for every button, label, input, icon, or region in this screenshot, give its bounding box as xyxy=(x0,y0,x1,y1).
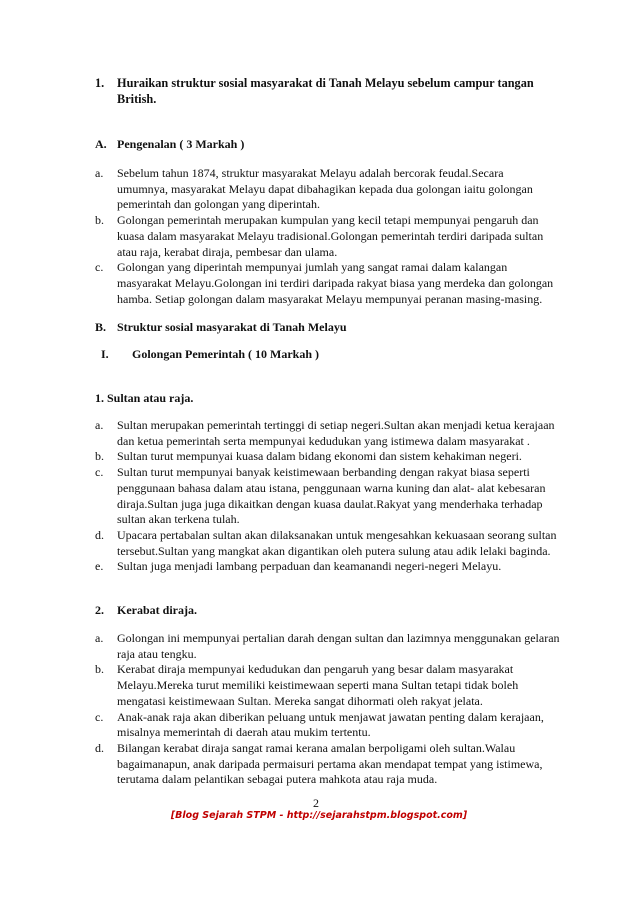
part1-heading: 1. Sultan atau raja. xyxy=(95,391,194,405)
section-b-title: Struktur sosial masyarakat di Tanah Melayu xyxy=(117,320,347,334)
item-text: Sultan turut mempunyai kuasa dalam bidang ekonomi dan sistem kehakiman negeri. xyxy=(117,449,522,464)
item-mark: a. xyxy=(95,166,104,180)
list-item xyxy=(95,710,563,741)
list-item xyxy=(95,631,563,662)
section-b-mark: B. xyxy=(95,320,107,334)
item-text: Upacara pertabalan sultan akan dilaksanakan untuk mengesahkan kekuasaan seorang sultan tersebut.Sultan yang mangkat akan digantikan oleh putera sulung atau adik lelaki baginda. xyxy=(117,527,557,558)
item-text: Sultan merupakan pemerintah tertinggi di setiap negeri.Sultan akan menjadi ketua kerajaan dan ketua pemerintah serta mempunyai kedudukan yang istimewa dalam masyarakat . xyxy=(117,418,555,448)
part2-title: Kerabat diraja. xyxy=(117,603,197,617)
item-mark: e. xyxy=(95,559,104,574)
item-text: Sebelum tahun 1874, struktur masyarakat Melayu adalah bercorak feudal.Secara umumnya, masyarakat Melayu dapat dibahagikan kepada dua golongan iaitu golongan pemerintah dan golongan yang diperintah. xyxy=(117,166,533,212)
part1-list xyxy=(95,418,563,575)
section-b-heading xyxy=(95,320,555,336)
item-text: Sultan juga menjadi lambang perpaduan dan keamanandi negeri-negeri Melayu. xyxy=(117,559,502,574)
question-title xyxy=(95,76,565,107)
list-item xyxy=(95,213,555,260)
section-a-list xyxy=(95,166,555,307)
item-mark: c. xyxy=(95,709,104,724)
item-mark: d. xyxy=(95,740,104,755)
list-item xyxy=(95,166,555,213)
part2-mark: 2. xyxy=(95,603,104,617)
item-text: Kerabat diraja mempunyai kedudukan dan pengaruh yang besar dalam masyarakat Melayu.Mereka turut memiliki keistimewaan seperti mana Sultan tetapi tidak boleh mengatasi keistimewaan Sultan. Mereka sangat dihormati oleh rakyat jelata. xyxy=(117,662,519,708)
part2-list xyxy=(95,631,563,788)
item-mark: a. xyxy=(95,418,104,432)
list-item xyxy=(95,559,563,575)
subsection-mark: I. xyxy=(101,347,109,361)
item-mark: b. xyxy=(95,213,104,228)
question-number: 1. xyxy=(95,76,105,90)
item-mark: b. xyxy=(95,449,104,464)
item-text: Bilangan kerabat diraja sangat ramai kerana amalan berpoligami oleh sultan.Walau bagaimanapun, anak daripada permaisuri pertama akan mendapat tempat yang istimewa, terutama dalam pelantikan sebagai putera mahkota atau raja muda. xyxy=(117,740,543,787)
part2-heading xyxy=(95,603,555,619)
item-text: Golongan yang diperintah mempunyai jumlah yang sangat ramai dalam kalangan masyarakat Melayu.Golongan ini terdiri daripada rakyat biasa yang merdeka dan golongan hamba. Setiap golongan dalam masyarakat Melayu mempunyai peranan masing-masing. xyxy=(117,260,554,306)
section-a-title: Pengenalan ( 3 Markah ) xyxy=(117,137,245,151)
list-item xyxy=(95,662,563,709)
page-number: 2 xyxy=(313,796,319,810)
subsection-title: Golongan Pemerintah ( 10 Markah ) xyxy=(132,347,319,361)
item-text: Anak-anak raja akan diberikan peluang untuk menjawat jawatan penting dalam kerajaan, misalnya memerintah di daerah atau mukim tertentu. xyxy=(117,709,544,740)
section-a-heading xyxy=(95,137,555,153)
item-mark: a. xyxy=(95,631,104,645)
item-text: Sultan turut mempunyai banyak keistimewaan berbanding dengan rakyat biasa seperti penggunaan bahasa dalam atau istana, penggunaan warna kuning dan alat- alat kebesaran diraja.Sultan juga juga dikaitkan dengan kuasa daulat.Rakyat yang menderhaka terhadap sultan akan terkena tulah. xyxy=(117,465,546,527)
item-mark: c. xyxy=(95,465,104,480)
list-item xyxy=(95,260,555,307)
list-item xyxy=(95,449,563,465)
question-text: Huraikan struktur sosial masyarakat di Tanah Melayu sebelum campur tangan British. xyxy=(117,76,534,106)
footer-blog-link[interactable]: [Blog Sejarah STPM - http://sejarahstpm.blogspot.com] xyxy=(170,810,468,821)
section-a-mark: A. xyxy=(95,137,107,151)
item-mark: d. xyxy=(95,527,104,542)
item-text: Golongan pemerintah merupakan kumpulan yang kecil tetapi mempunyai pengaruh dan kuasa dalam masyarakat Melayu tradisional.Golongan pemerintah terdiri daripada sultan atau raja, kerabat diraja, pembesar dan ulama. xyxy=(117,213,544,259)
item-text: Golongan ini mempunyai pertalian darah dengan sultan dan lazimnya menggunakan gelaran raja atau tengku. xyxy=(117,631,560,661)
list-item xyxy=(95,528,563,559)
item-mark: b. xyxy=(95,662,104,677)
list-item xyxy=(95,741,563,788)
list-item xyxy=(95,418,563,449)
list-item xyxy=(95,465,563,528)
item-mark: c. xyxy=(95,260,104,275)
